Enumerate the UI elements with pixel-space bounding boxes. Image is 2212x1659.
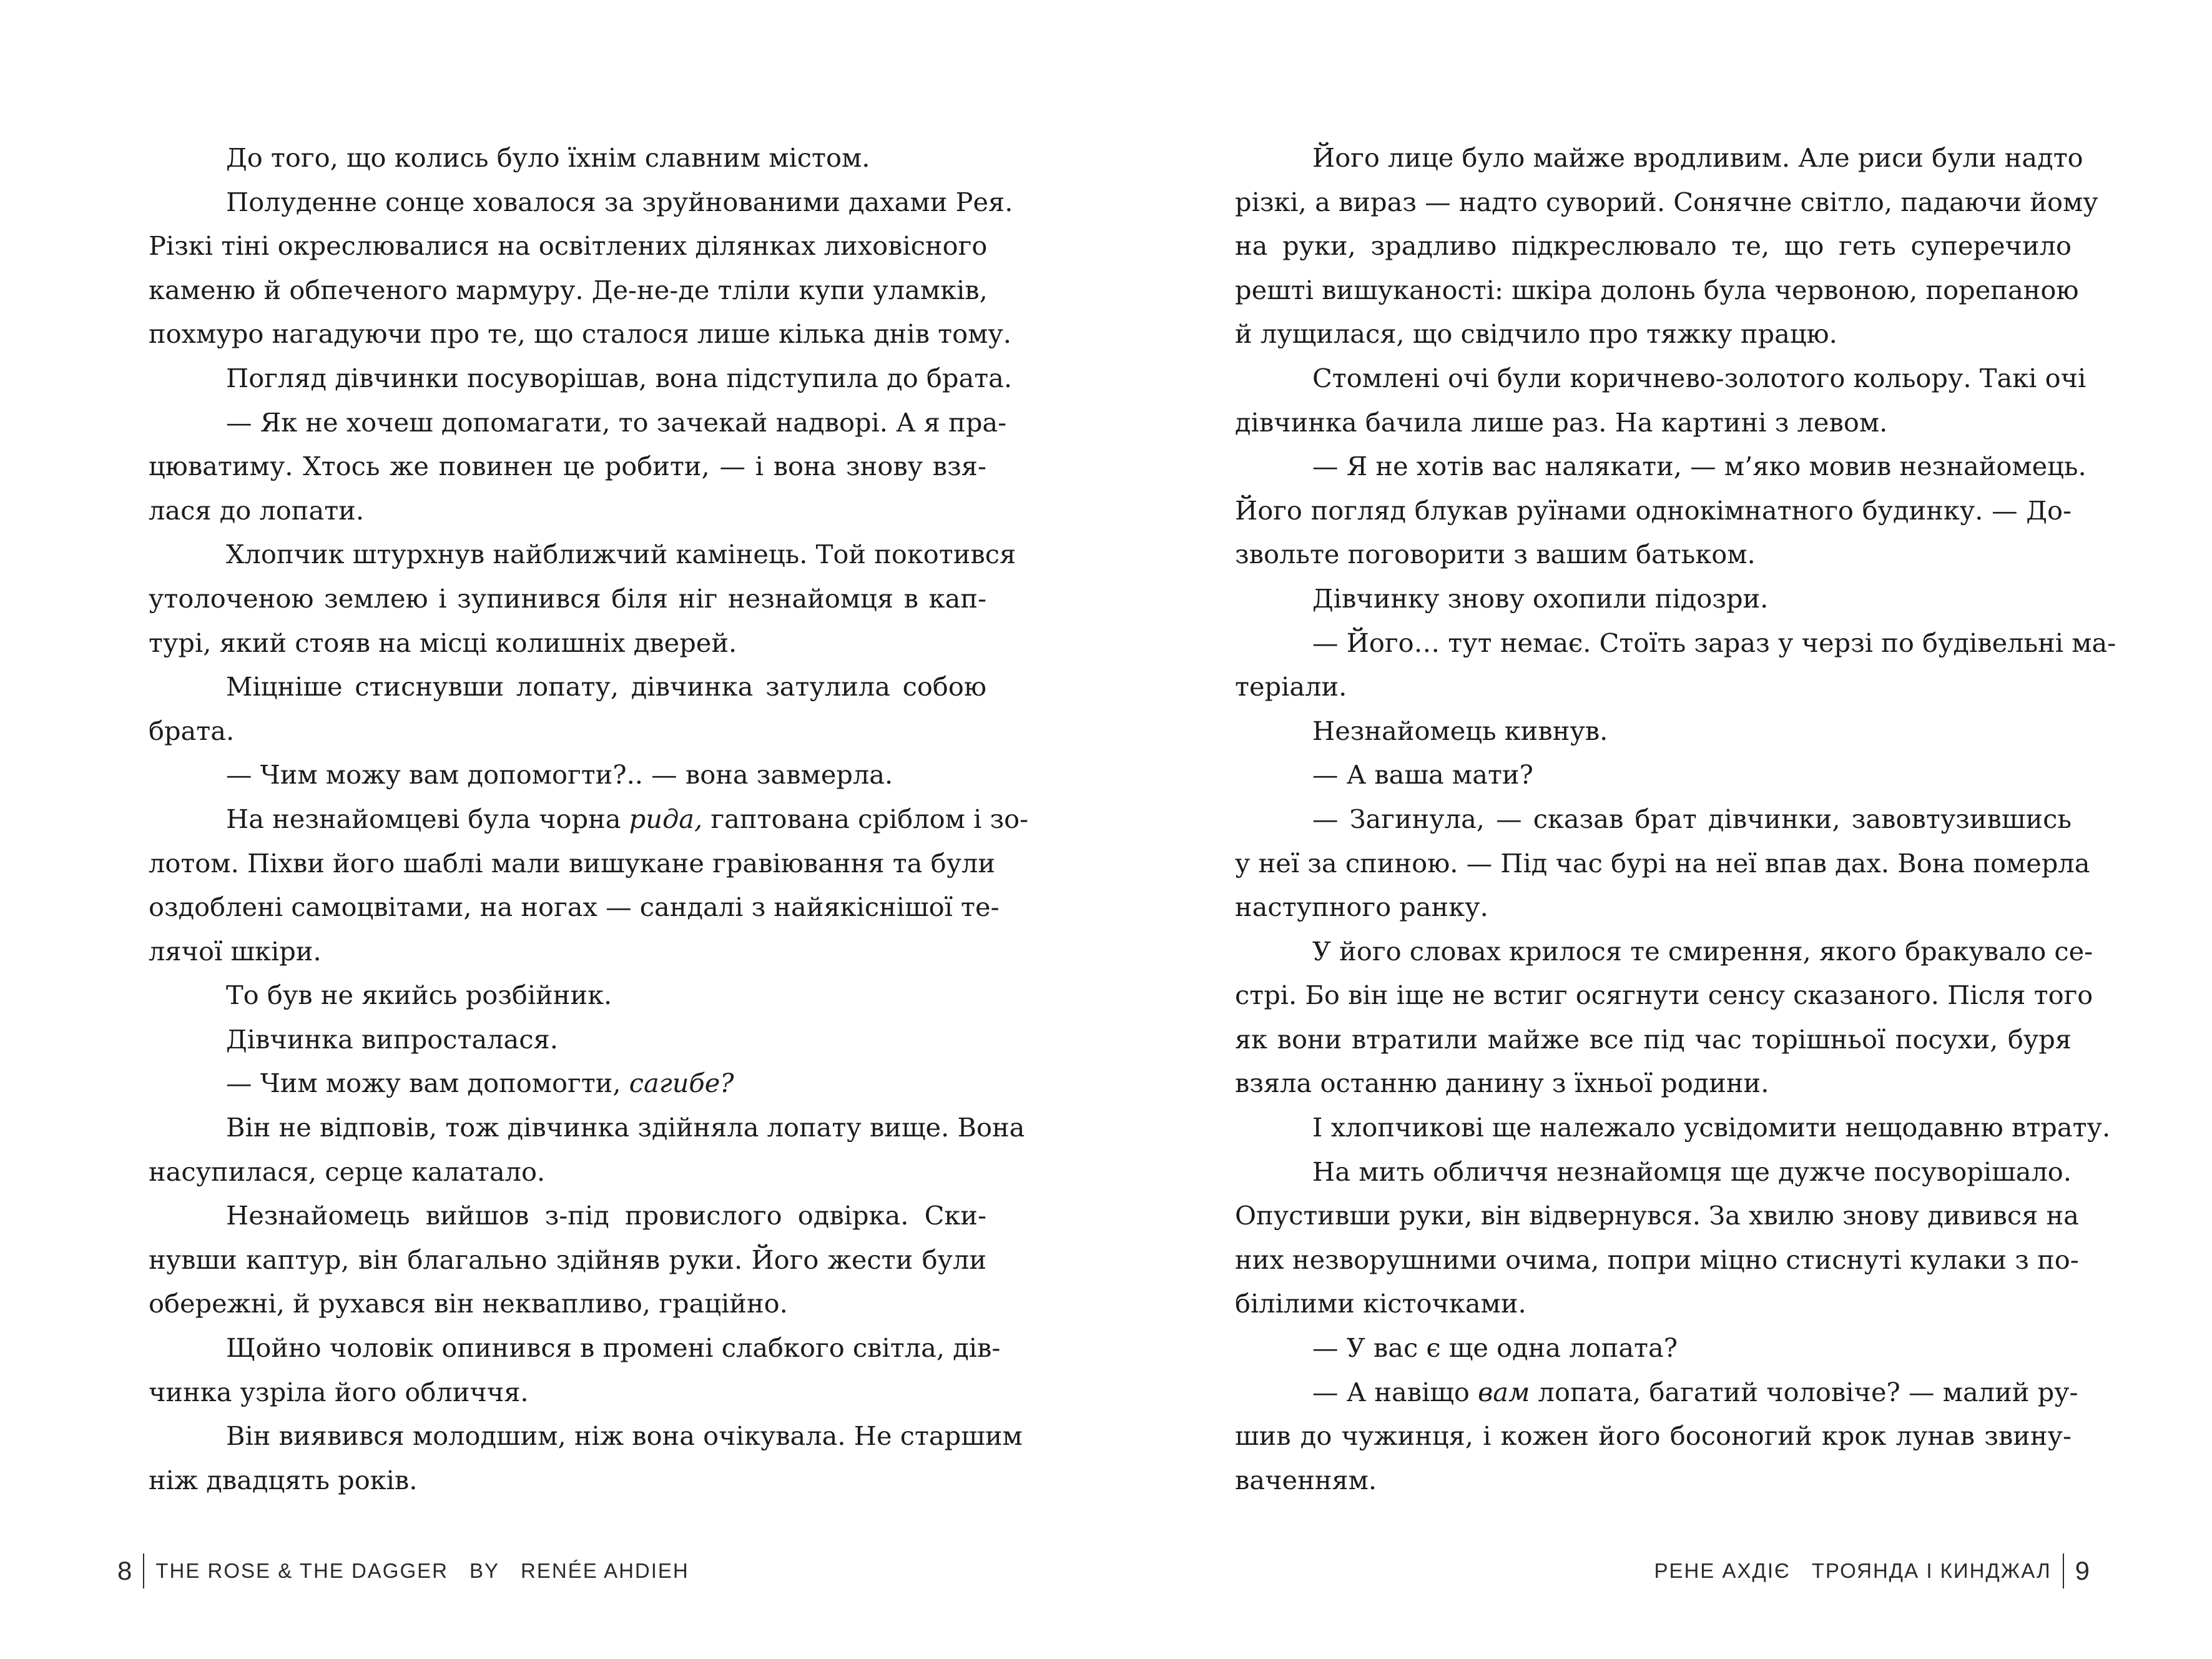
text-line: турі, який стояв на місці колишніх дверей. <box>149 627 737 658</box>
text-line: Міцніше стиснувши лопату, дівчинка затулила собою <box>226 671 986 702</box>
text-line: Він виявився молодшим, ніж вона очікувала. Не старшим <box>226 1420 1023 1452</box>
paragraph <box>149 1414 1023 1502</box>
running-author: РЕНЕ АХДІЄ <box>1654 1559 1791 1582</box>
text-line: Незнайомець кивнув. <box>1312 715 1608 746</box>
text-line: них незворушними очима, попри міцно стиснуті кулаки з по- <box>1235 1244 2079 1275</box>
paragraph <box>1235 577 2072 621</box>
text-line: насупилася, серце калатало. <box>149 1156 546 1187</box>
paragraph <box>149 1018 986 1062</box>
paragraph <box>1235 1150 2079 1326</box>
text-line: решті вишуканості: шкіра долонь була червоною, порепаною <box>1235 274 2079 305</box>
text-line: Щойно чоловік опинився в промені слабкого світла, дів- <box>226 1332 1001 1364</box>
text-line: брата. <box>149 715 235 746</box>
text-line: Погляд дівчинки посуворішав, вона підступила до брата. <box>226 362 1013 393</box>
text-line: у неї за спиною. — Під час бурі на неї впав дах. Вона померла <box>1235 847 2090 879</box>
text-line: білілими кісточками. <box>1235 1288 1526 1319</box>
running-title: THE ROSE & THE DAGGER <box>155 1559 448 1582</box>
running-author: RENÉE AHDIEH <box>521 1559 689 1582</box>
text-line: — Чим можу вам допомогти?.. — вона завмерла. <box>226 759 893 790</box>
paragraph <box>1235 136 2098 357</box>
paragraph <box>149 180 1013 357</box>
paragraph <box>149 1106 1025 1194</box>
paragraph <box>1235 709 2072 754</box>
page-number: 8 <box>117 1556 132 1585</box>
running-title: ТРОЯНДА І КИНДЖАЛ <box>1811 1559 2052 1582</box>
paragraph <box>149 1326 1001 1414</box>
paragraph <box>1235 1371 2078 1503</box>
paragraph <box>149 753 986 797</box>
text-line: — Його… тут немає. Стоїть зараз у черзі по будівельні ма- <box>1312 627 2116 658</box>
text-line: Його лице було майже вродливим. Але риси були надто <box>1312 142 2083 173</box>
paragraph <box>149 665 986 753</box>
paragraph <box>1235 357 2087 445</box>
text-line: на руки, зрадливо підкреслювало те, що геть суперечило <box>1235 230 2072 262</box>
text-line: взяла останню данину з їхньої родини. <box>1235 1068 1769 1099</box>
text-line: Його погляд блукав руїнами однокімнатного будинку. — До- <box>1235 495 2072 526</box>
text-line: звольте поговорити з вашим батьком. <box>1235 539 1756 570</box>
page-number: 9 <box>2075 1556 2090 1585</box>
paragraph <box>149 797 1029 973</box>
paragraph <box>1235 930 2093 1106</box>
paragraph <box>1235 797 2090 930</box>
text-line: Хлопчик штурхнув найближчий камінець. Той покотився <box>226 539 1016 570</box>
footer-separator <box>2063 1553 2064 1588</box>
text-line: — Я не хотів вас налякати, — м’яко мовив незнайомець. <box>1312 451 2087 482</box>
text-line: Полуденне сонце ховалося за зруйнованими дахами Рея. <box>226 186 1013 217</box>
text-line: теріали. <box>1235 671 1347 702</box>
text-line: Опустивши руки, він відвернувся. За хвилю знову дивився на <box>1235 1200 2079 1231</box>
text-line: ваченням. <box>1235 1464 1377 1495</box>
text-line: — А ваша мати? <box>1312 759 1533 790</box>
italic-word: сагибе? <box>629 1068 734 1099</box>
paragraph <box>1235 1106 2111 1150</box>
text-line: У його словах крилося те смирення, якого бракувало се- <box>1312 935 2093 967</box>
text-line: Він не відповів, тож дівчинка здійняла лопату вище. Вона <box>226 1112 1025 1143</box>
left-page-text <box>149 136 1029 1502</box>
paragraph <box>149 1061 986 1106</box>
text-line: І хлопчикові ще належало усвідомити нещодавню втрату. <box>1312 1112 2111 1143</box>
right-page <box>1106 0 2212 1659</box>
paragraph <box>149 533 1016 665</box>
text-line: різкі, а вираз — надто суворий. Сонячне світло, падаючи йому <box>1235 186 2098 217</box>
footer-separator <box>143 1553 144 1588</box>
paragraph <box>149 401 1007 533</box>
paragraph <box>149 357 1013 401</box>
text-line: Незнайомець вийшов з-під провислого одвірка. Ски- <box>226 1200 986 1231</box>
text-line: обережні, й рухався він неквапливо, граційно. <box>149 1288 788 1319</box>
paragraph <box>1235 621 2116 709</box>
running-by: BY <box>469 1559 500 1582</box>
text-line: ніж двадцять років. <box>149 1464 418 1495</box>
text-line: лася до лопати. <box>149 495 365 526</box>
text-line: шив до чужинця, і кожен його босоногий крок лунав звину- <box>1235 1420 2072 1452</box>
text-line: До того, що колись було їхнім славним містом. <box>226 142 870 173</box>
text-line: — Загинула, — сказав брат дівчинки, завовтузившись <box>1312 803 2072 834</box>
italic-word: рида, <box>629 803 703 834</box>
text-line: дівчинка бачила лише раз. На картині з левом. <box>1235 406 1888 438</box>
paragraph <box>149 136 986 180</box>
text-line: похмуро нагадуючи про те, що сталося лише кілька днів тому. <box>149 318 1012 350</box>
text-line: лячої шкіри. <box>149 935 322 967</box>
text-line: наступного ранку. <box>1235 892 1488 923</box>
text-line: — А навіщо вам лопата, багатий чоловіче? — малий ру- <box>1312 1376 2078 1407</box>
text-line: чинка узріла його обличчя. <box>149 1376 529 1407</box>
text-line: Стомлені очі були коричнево-золотого кольору. Такі очі <box>1312 362 2087 393</box>
paragraph <box>149 973 986 1018</box>
text-line: — Чим можу вам допомогти, сагибе? <box>226 1068 734 1099</box>
right-page-footer <box>1654 1553 2090 1588</box>
text-line: утолоченою землею і зупинився біля ніг незнайомця в кап- <box>149 583 986 614</box>
text-line: То був не якийсь розбійник. <box>226 980 612 1011</box>
text-line: стрі. Бо він іще не встиг осягнути сенсу сказаного. Після того <box>1235 980 2093 1011</box>
text-line: — Як не хочеш допомагати, то зачекай надворі. А я пра- <box>226 406 1007 438</box>
text-line: На незнайомцеві була чорна рида, гаптована сріблом і зо- <box>226 803 1029 834</box>
text-line: як вони втратили майже все під час торішньої посухи, буря <box>1235 1023 2072 1055</box>
left-page-footer <box>117 1553 689 1588</box>
right-page-text <box>1235 136 2116 1502</box>
text-line: — У вас є ще одна лопата? <box>1312 1332 1678 1364</box>
text-line: оздоблені самоцвітами, на ногах — сандалі з найякіснішої те- <box>149 892 1000 923</box>
text-line: й лущилася, що свідчило про тяжку працю. <box>1235 318 1837 350</box>
paragraph <box>1235 1326 2072 1371</box>
text-line: На мить обличчя незнайомця ще дужче посуворішало. <box>1312 1156 2072 1187</box>
paragraph <box>1235 445 2087 577</box>
text-line: Дівчинку знову охопили підозри. <box>1312 583 1769 614</box>
text-line: Різкі тіні окреслювалися на освітлених ділянках лиховісного <box>149 230 988 262</box>
paragraph <box>149 1194 986 1326</box>
paragraph <box>1235 753 2072 797</box>
text-line: цюватиму. Хтось же повинен це робити, — і вона знову взя- <box>149 451 986 482</box>
text-line: лотом. Піхви його шаблі мали вишукане гравіювання та були <box>149 847 996 879</box>
text-line: каменю й обпеченого мармуру. Де-не-де тліли купи уламків, <box>149 274 988 305</box>
text-line: Дівчинка випросталася. <box>226 1023 558 1055</box>
text-line: нувши каптур, він благально здійняв руки. Його жести були <box>149 1244 986 1275</box>
italic-word: вам <box>1478 1376 1530 1407</box>
